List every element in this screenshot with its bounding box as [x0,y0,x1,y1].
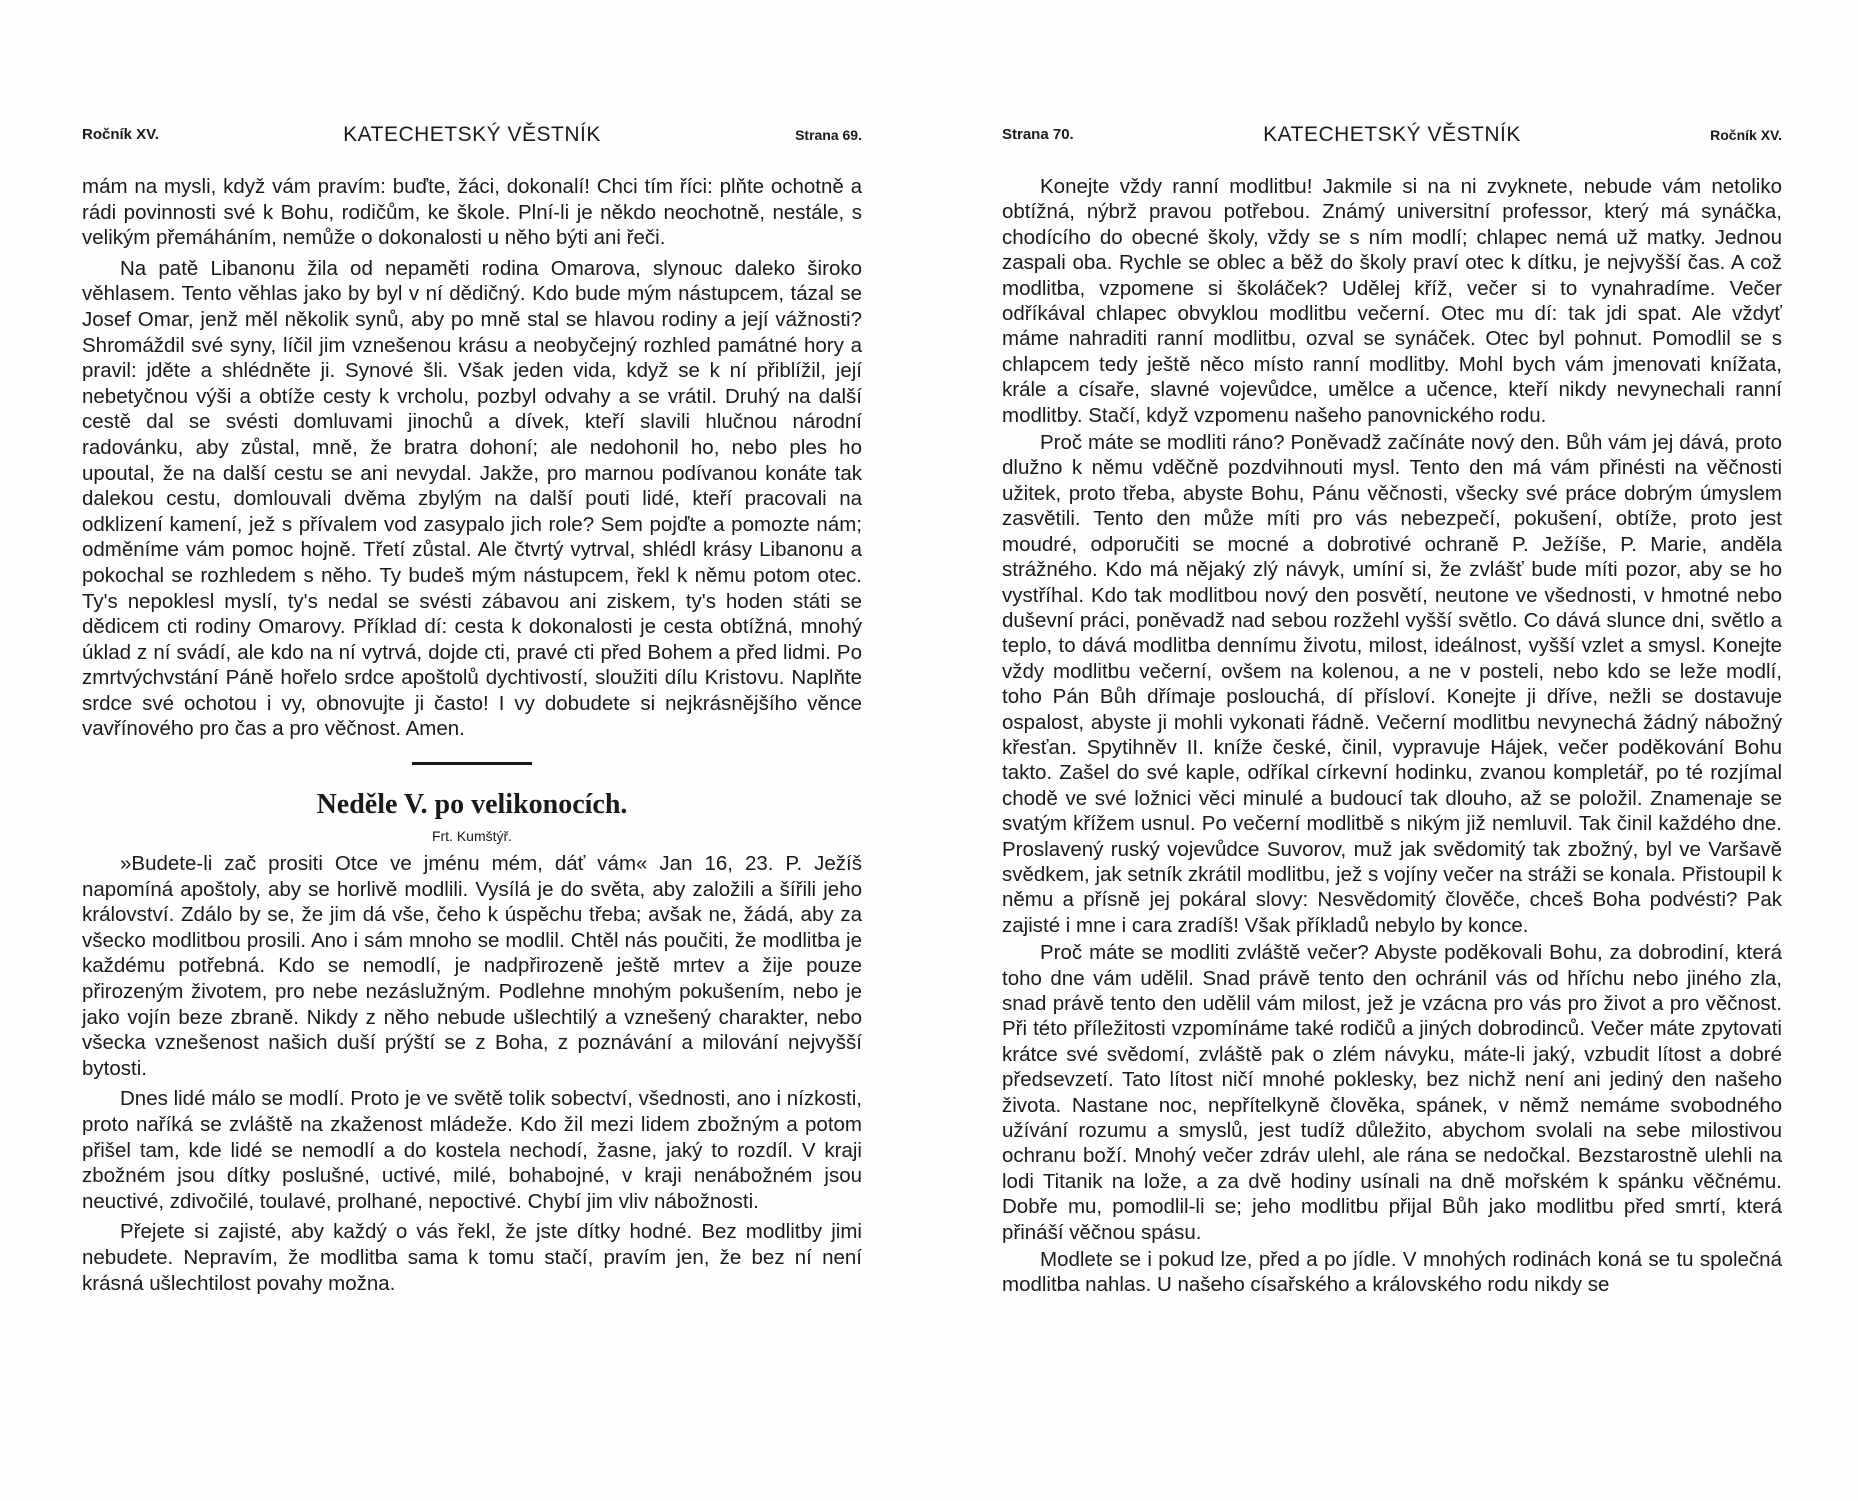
right-page-body [1002,174,1782,1300]
section-author: Frt. Kumštýř. [431,828,513,845]
paragraph: Modlete se i pokud lze, před a po jídle. V mnohých rodinách koná se tu společná modlitba nahlas. U našeho císařského a královského rodu nikdy se [1002,1248,1782,1297]
page-number: Strana 69. [795,127,862,143]
paragraph: mám na mysli, když vám pravím: buďte, žáci, dokonalí! Chci tím říci: plňte ochotně a rádi povinnosti své k Bohu, rodičům, ke škole. Plní-li je někdo neochotně, nestále, s velikým přemáháním, nemůže o dokonalosti u něho býti ani řeči. [82,175,862,250]
paragraph: Proč máte se modliti zvláště večer? Abyste poděkovali Bohu, za dobrodiní, která toho dne vám udělil. Snad právě tento den ochránil vás od hříchu nebo jiného zla, snad právě tento den udělil vám milost, jež je vzácna pro vás pro život a pro věčnost. Při této příležitosti vzpomínáme také rodičů a jiných dobrodinců. Večer máte zpytovati krátce své svědomí, zvláště pak o zlém návyku, máte-li jaký, vzbudit lítost a dobré předsevzetí. Tato lítost ničí mnohé poklesky, bez nichž není ani jediný den našeho života. Nastane noc, nepřítelkyně člověka, spánek, v němž nemáme svobodného užívání rozumu a smyslů, jest tudíž důležito, abychom svolali na sebe milostivou ochranu boží. Mnohý večer zdráv ulehl, ale rána se nedočkal. Bezstarostně ulehli na lodi Titanik na lože, a za dvě hodiny usínali na dně mořském k spánku věčnému. Dobře mu, pomodlil-li se; jeho modlitbu přijal Bůh jako modlitbu před smrtí, která přináší věčnou spásu. [1002,941,1782,1244]
journal-title: KATECHETSKÝ VĚSTNÍK [343,123,601,146]
section-divider [412,762,532,765]
volume-label: Ročník XV. [1710,127,1782,143]
paragraph: Na patě Libanonu žila od nepaměti rodina Omarova, slynouc daleko široko věhlasem. Tento věhlas jako by byl v ní dědičný. Kdo bude mým nástupcem, tázal se Josef Omar, jenž měl několik synů, aby po mně stal se hlavou rodiny a její vážnosti? Shromáždil své syny, líčil jim vznešenou krásu a neobyčejný rozhled památné hory a pravil: jděte a shlédněte ji. Synové šli. Však jeden vida, když se k ní přiblížil, její nebetyčnou výši a obtíže cesty k vrcholu, pozbyl odvahy a se vrátil. Druhý na další cestě dal se svésti domluvami jinochů a dívek, kteří slavili hlučnou národní radovánku, aby zůstal, mně, že bratra dohoní; ale nedohonil ho, nebo ples ho upoutal, že na další cestu se ani nevydal. Jakže, pro marnou podívanou konáte tak dalekou cestu, domlouvali dvěma zbylým na další pouti lidé, kteří pracovali na odklizení kamení, jež s přívalem vod zasypalo jich role? Sem pojďte a pomozte nám; odměníme vám pomoc hojně. Třetí zůstal. Ale čtvrtý vytrval, shlédl krásy Libanonu a pokochal se rozhledem s něho. Ty budeš mým nástupcem, řekl k němu potom otec. Ty's nepoklesl myslí, ty's nedal se svésti zábavou ani ziskem, ty's hoden státi se dědicem cti rodiny Omarovy. Příklad dí: cesta k dokonalosti je cesta obtížná, mnohý úklad z ní svádí, ale kdo na ní vytrvá, dojde cti, pravé cti před Bohem a před lidmi. Po zmrtvýchvstání Páně hořelo srdce apoštolů dychtivostí, sloužiti dílu Kristovu. Naplňte srdce své ochotou i vy, obnovujte ji často! I vy dobudete si nejkrásnějšího věnce vavřínového pro čas a pro věčnost. Amen. [82,256,862,741]
paragraph: Konejte vždy ranní modlitbu! Jakmile si na ni zvyknete, nebude vám netoliko obtížná, nýbrž pravou potřebou. Známý universitní professor, který má synáčka, chodícího do obecné školy, vždy se s ním modlí; chlapec nemá už matky. Jednou zaspali oba. Rychle se oblec a běž do školy praví otec k dítku, je nejvyšší čas. A což modlitba, vzpomene si školáček? Udělej kříž, večer si to vynahradíme. Večer odříkával chlapec obvyklou modlitbu večerní. Otec mu dí: tak jdi spat. Ale vždyť máme nahraditi ranní modlitbu, ozval se synáček. Otec byl pohnut. Pomodlil se s chlapcem tedy ještě něco místo ranní modlitby. Mohl bych vám jmenovati knížata, krále a císaře, slavné vojevůdce, umělce a učence, kteří nikdy nevynechali ranní modlitby. Stačí, když vzpomenu našeho panovnického rodu. [1002,175,1782,427]
left-page-header [82,120,862,150]
paragraph: Přejete si zajisté, aby každý o vás řekl, že jste dítky hodné. Bez modlitby jimi nebudete. Nepravím, že modlitba sama k tomu stačí, pravím jen, že bez ní není krásná ušlechtilost povahy možna. [82,1220,862,1295]
paragraph: »Budete-li zač prositi Otce ve jménu mém, dáť vám« Jan 16, 23. P. Ježíš napomíná apoštoly, aby se horlivě modlili. Vysílá je do světa, aby založili a šířili jeho království. Zdálo by se, že jim dá vše, čeho k úspěchu třeba; avšak ne, žádá, aby za všecko modlitbou prosili. Ano i sám mnoho se modlil. Chtěl nás poučiti, že modlitba je každému potřebná. Kdo se nemodlí, je nadpřirozeně ještě mrtev a žije pouze přirozeným životem, pro nebe nezáslužným. Podlehne mnohým pokušením, nebo je jako vojín beze zbraně. Nikdy z něho nebude ušlechtilý a vznešený charakter, nebo všecka vznešenost našich duší prýští se z Boha, z poznávání a milování nejvyšší bytosti. [82,852,862,1080]
page-number: Strana 70. [1002,126,1074,143]
left-page-body [82,174,862,1301]
right-page-header [1002,120,1782,150]
section-title: Neděle V. po velikonocích. [316,789,628,821]
paragraph: Proč máte se modliti ráno? Poněvadž začínáte nový den. Bůh vám jej dává, proto dlužno k němu vděčně pozdvihnouti mysl. Tento den má vám přinésti na věčnosti užitek, proto třeba, abyste Bohu, Pánu věčnosti, všecky své práce dobrým úmyslem zasvětili. Tento den může míti pro vás nebezpečí, pokušení, obtíže, proto jest moudré, odporučiti se mocné a dobrotivé ochraně P. Ježíše, P. Marie, anděla strážného. Kdo má nějaký zlý návyk, umíní si, že zvlášť bude míti pozor, aby se ho vystříhal. Kdo tak modlitbou nový den posvětí, neutone ve všednosti, v hmotné nebo duševní práci, poněvadž nad sebou rozžehl vyšší světlo. Co dává slunce dni, světlo a teplo, to dává modlitba dennímu životu, milost, ideálnost, vyšší vzlet a smysl. Konejte vždy modlitbu večerní, ovšem na kolenou, a ne v posteli, nebo kdo se leže modlí, toho Pán Bůh dřímaje poslouchá, dí přísloví. Konejte ji dříve, nežli se dostavuje ospalost, abyste ji mohli vykonati řádně. Večerní modlitbu nevynechá žádný nábožný křesťan. Spytihněv II. kníže české, činil, vypravuje Hájek, večer poděkování Bohu takto. Zašel do své kaple, odříkal církevní hodinku, zvanou kompletář, po té rozjímal chodě ve své ložnici věci minulé a budoucí tak dlouho, až se položil. Znamenaje se svatým křížem usnul. Po večerní modlitbě s nikým již nemluvil. Tak činil každého dne. Proslavený ruský vojevůdce Suvorov, muž jak svědomitý tak zbožný, byl ve Varšavě svědkem, jak setník zkrátil modlitbu, jež s vojíny večer na stráži se konala. Přistoupil k němu a přísně jej pokáral slovy: Nesvědomitý člověče, chceš Boha podvésti? Pak zajisté i mne i cara zradíš! Však příkladů nebylo by konce. [1002,431,1782,937]
volume-label: Ročník XV. [82,126,159,143]
paragraph: Dnes lidé málo se modlí. Proto je ve světě tolik sobectví, všednosti, ano i nízkosti, proto naříká se zvláště na zkaženost mládeže. Kdo žil mezi lidem zbožným a potom přišel tam, kde lidé se nemodlí a do kostela nechodí, žasne, jaký to rozdíl. V kraji zbožném jsou dítky poslušné, uctivé, milé, bohabojné, v kraji nenábožném jsou neuctivé, zdivočilé, toulavé, prolhané, nepoctivé. Chybí jim vliv nábožnosti. [82,1087,862,1213]
journal-title: KATECHETSKÝ VĚSTNÍK [1263,123,1521,146]
